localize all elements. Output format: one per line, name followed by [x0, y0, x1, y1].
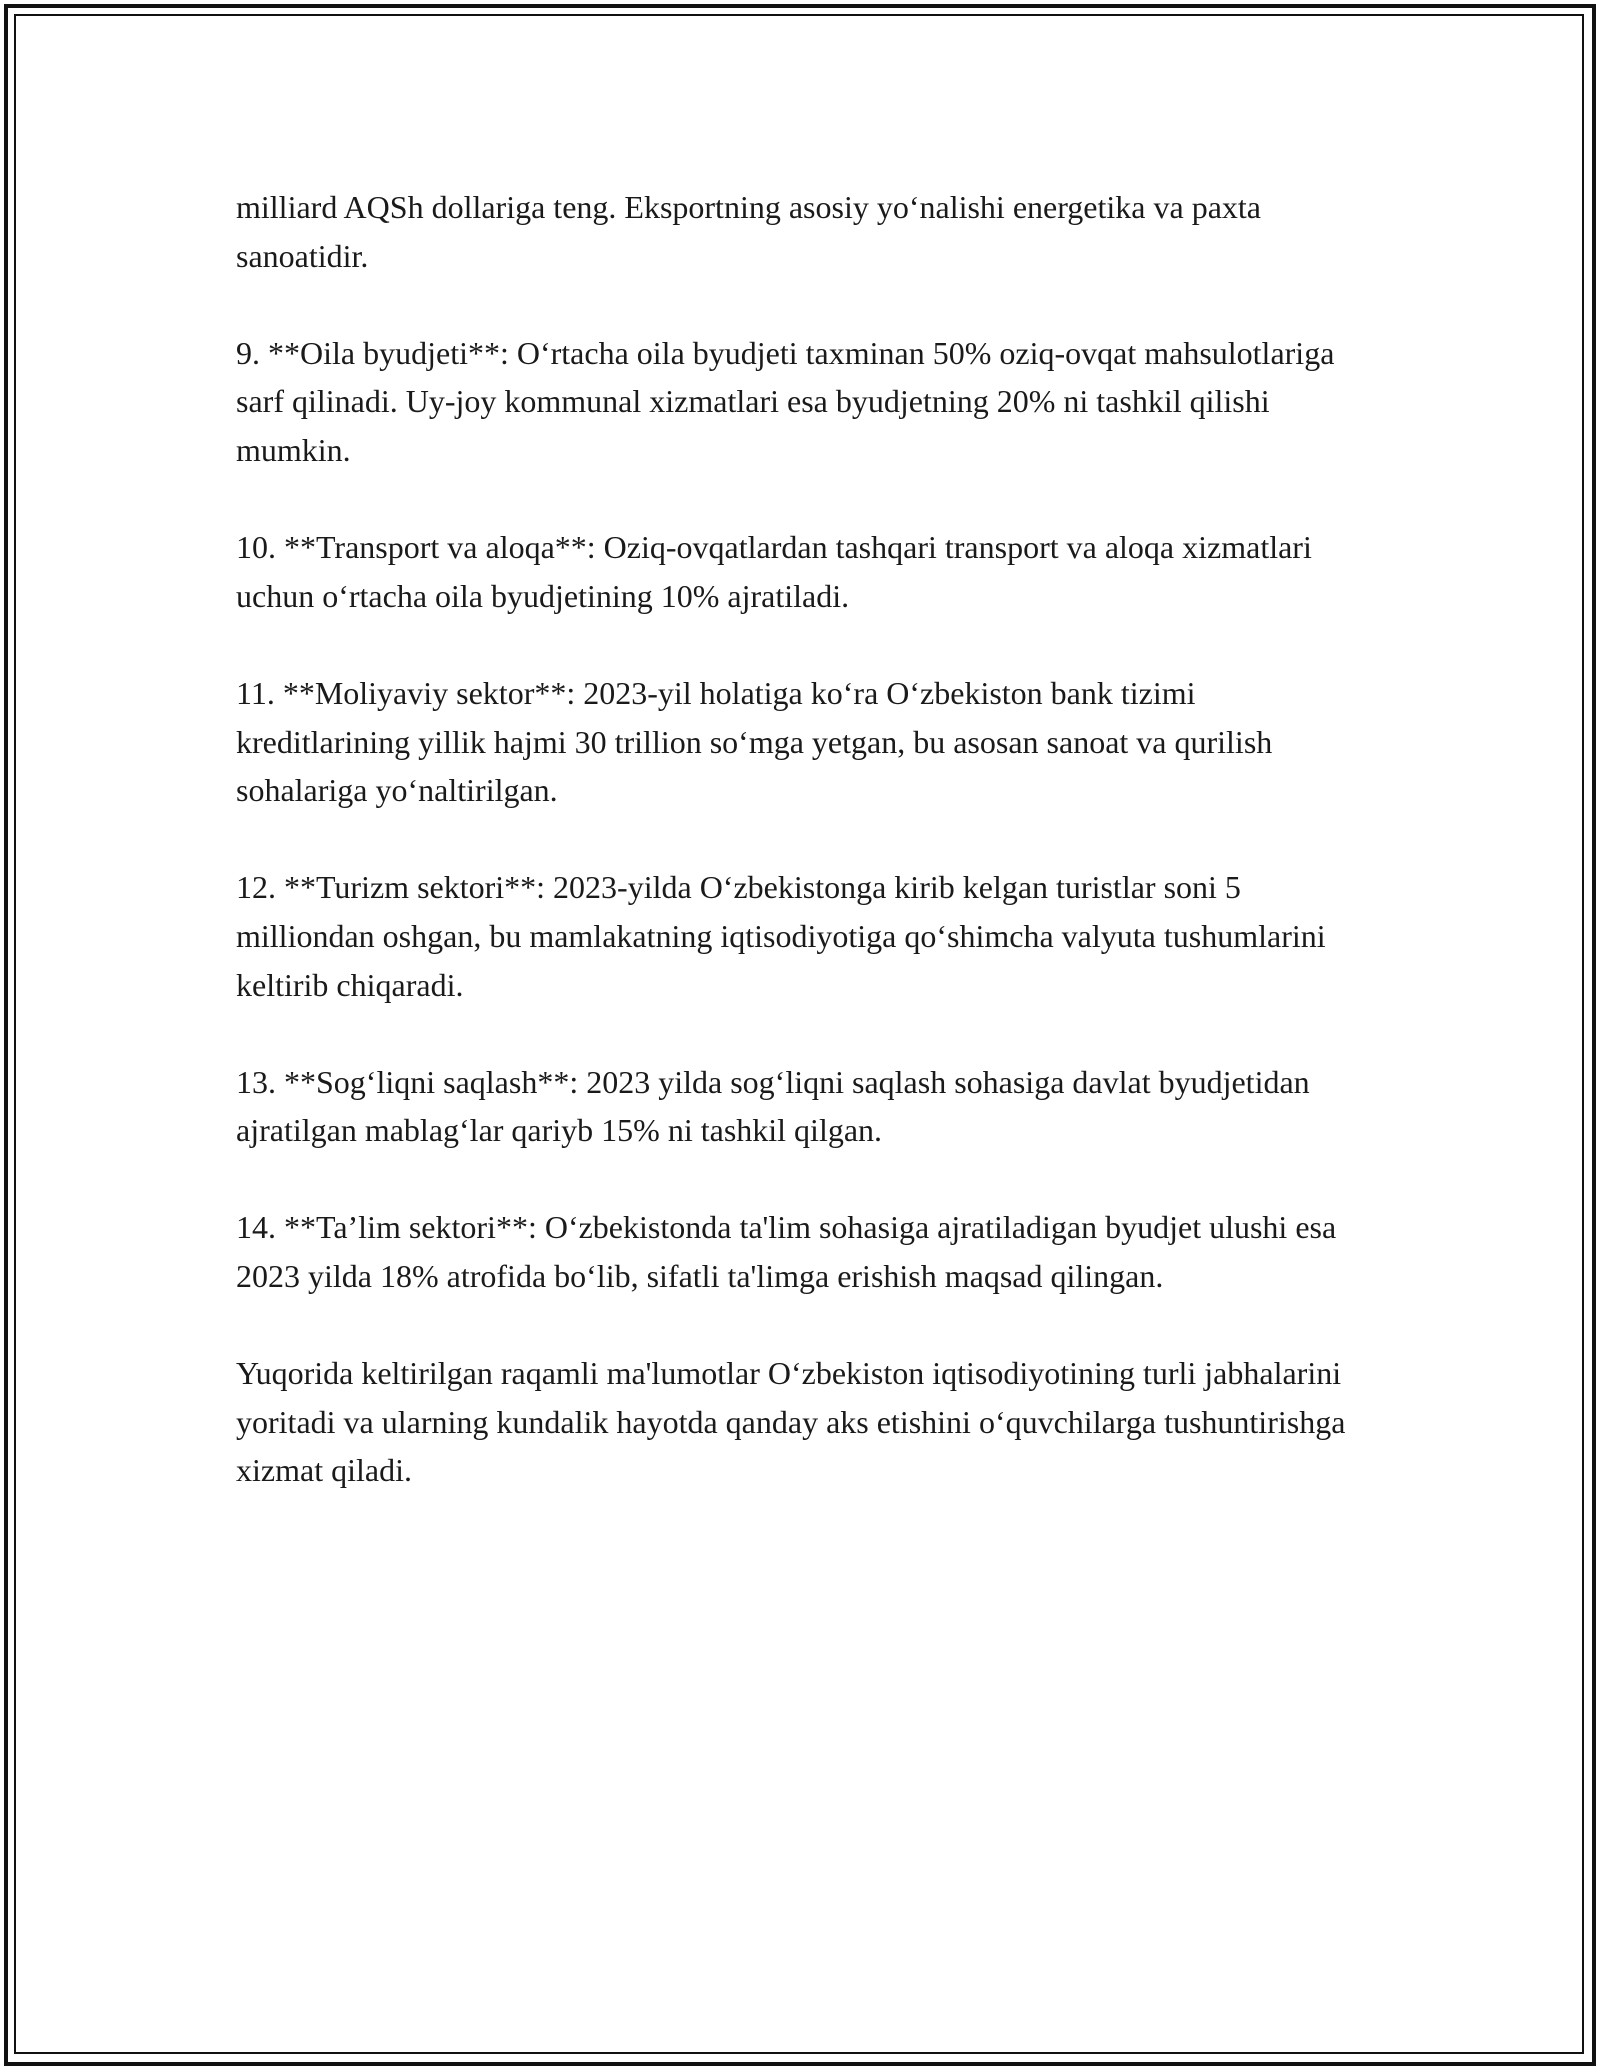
document-body [236, 183, 1376, 1495]
paragraph-education: 14. **Ta’lim sektori**: O‘zbekistonda ta'lim sohasiga ajratiladigan byudjet ulushi esa 2023 yilda 18% atrofida bo‘lib, sifatli ta'limga erishish maqsad qilingan. [236, 1209, 1337, 1295]
paragraph-transport: 10. **Transport va aloqa**: Oziq-ovqatlardan tashqari transport va aloqa xizmatlari uchun o‘rtacha oila byudjetining 10% ajratiladi. [236, 529, 1312, 614]
paragraph-export-continuation: milliard AQSh dollariga teng. Eksportning asosiy yo‘nalishi energetika va paxta sanoatidir. [236, 189, 1261, 274]
paragraph-tourism: 12. **Turizm sektori**: 2023-yilda O‘zbekistonga kirib kelgan turistlar soni 5 milliondan oshgan, bu mamlakatning iqtisodiyotiga qo‘shimcha valyuta tushumlarini keltirib chiqaradi. [236, 869, 1326, 1003]
paragraph-financial-sector: 11. **Moliyaviy sektor**: 2023-yil holatiga ko‘ra O‘zbekiston bank tizimi kreditlarining yillik hajmi 30 trillion so‘mga yetgan, bu asosan sanoat va qurilish sohalariga yo‘naltirilgan. [236, 674, 1273, 809]
paragraph-healthcare: 13. **Sog‘liqni saqlash**: 2023 yilda sog‘liqni saqlash sohasiga davlat byudjetidan ajratilgan mablag‘lar qariyb 15% ni tashkil qilgan. [236, 1063, 1310, 1149]
paragraph-conclusion: Yuqorida keltirilgan raqamli ma'lumotlar O‘zbekiston iqtisodiyotining turli jabhalarini yoritadi va ularning kundalik hayotda qanday aks etishini o‘quvchilarga tushuntirishga xizmat qiladi. [236, 1355, 1346, 1489]
paragraph-family-budget: 9. **Oila byudjeti**: O‘rtacha oila byudjeti taxminan 50% oziq-ovqat mahsulotlariga sarf qilinadi. Uy-joy kommunal xizmatlari esa byudjetning 20% ni tashkil qilishi mumkin. [236, 334, 1335, 468]
